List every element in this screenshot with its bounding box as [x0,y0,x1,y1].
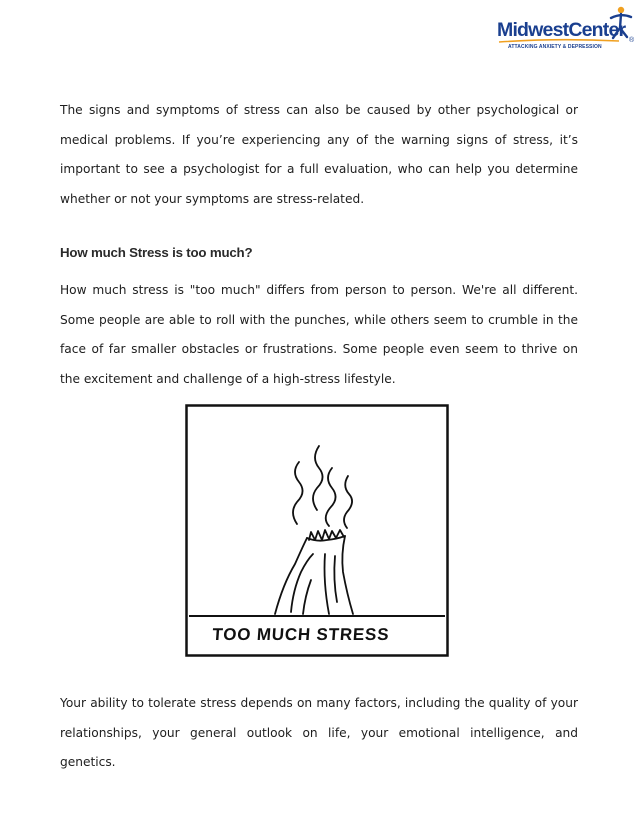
section-heading: How much Stress is too much? [60,245,253,260]
logo-name-midwest: Midwest [497,19,569,41]
cartoon-frame [187,406,448,656]
cartoon-caption: TOO MUCH STRESS [211,625,391,644]
too-much-stress-cartoon [185,404,449,657]
paragraph-stress-symptoms: The signs and symptoms of stress can also be caused by other psychological or medical problems. If you’re experiencing any of the warning signs of stress, it’s important to see a psychologist for a full evaluation, who can help you determine whether or not your symptoms are stress-related. [60,103,578,206]
paragraph-stress-tolerance: Your ability to tolerate stress depends on many factors, including the quality of your relationships, your general outlook on life, your emotional intelligence, and genetics. [60,696,578,770]
paragraph-too-much-stress: How much stress is "too much" differs from person to person. We're all different. Some people are able to roll with the punches, while others seem to crumble in the face of far smaller obstacles or frustrations. Some people even seem to thrive on the excitement and challenge of a high-stress lifestyle. [60,283,578,386]
midwest-center-logo [497,4,635,62]
logo-name-center: Center [568,19,626,41]
logo-tagline: ATTACKING ANXIETY & DEPRESSION [508,44,602,50]
registered-mark: ® [629,37,635,44]
logo-figure-icon [607,4,635,44]
